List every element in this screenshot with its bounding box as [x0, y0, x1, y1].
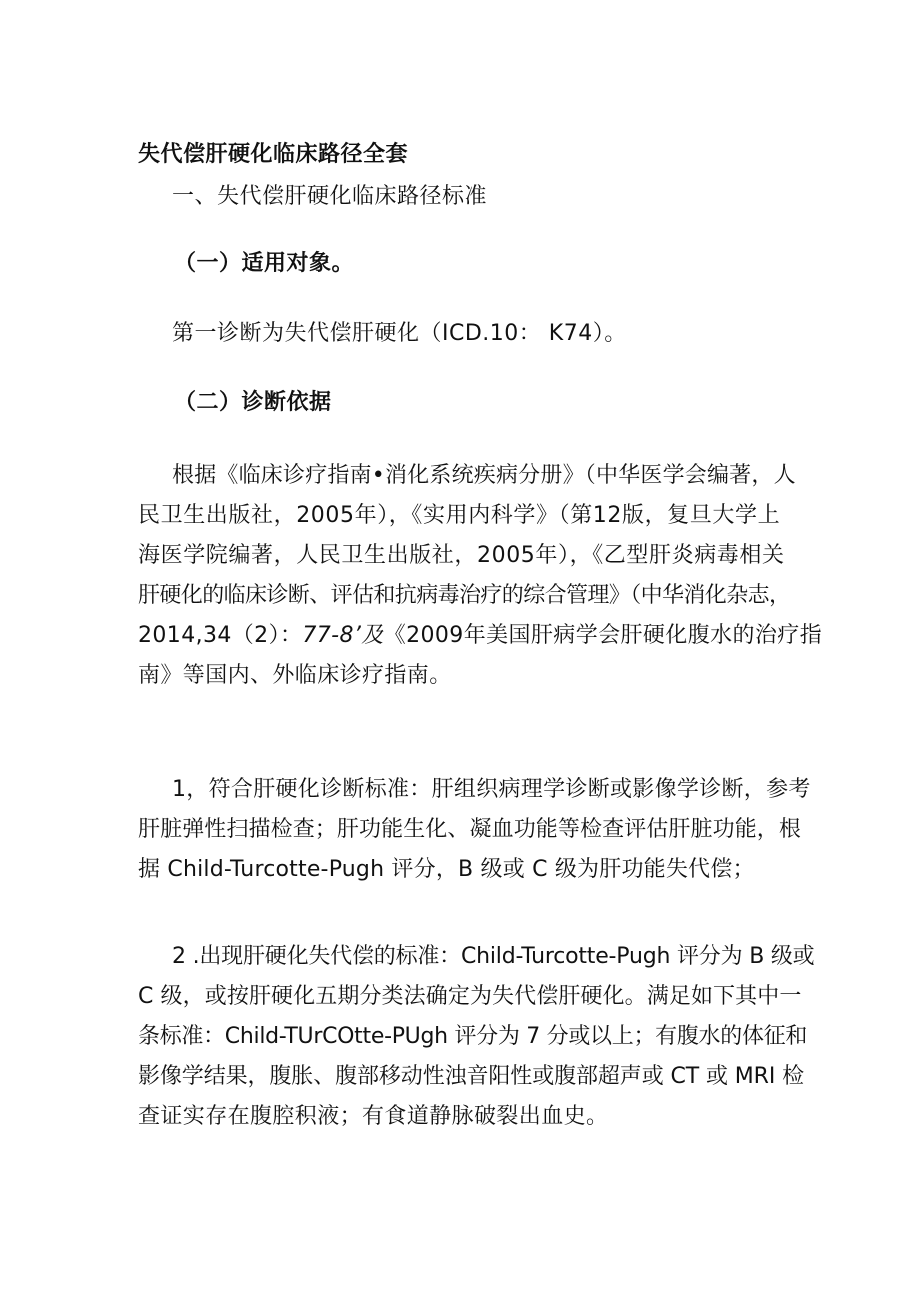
- paragraph-line: 1，符合肝硬化诊断标准：肝组织病理学诊断或影像学诊断，参考: [172, 777, 811, 802]
- paragraph-line: 影像学结果，腹胀、腹部移动性浊音阳性或腹部超声或 CT 或 MRI 检: [138, 1064, 805, 1089]
- subsection-heading-applicable: （一）适用对象。: [174, 251, 355, 276]
- citation-pages: 77-8’及: [302, 623, 384, 648]
- section-heading: 一、失代偿肝硬化临床路径标准: [172, 184, 488, 209]
- criteria-item-1: [138, 770, 811, 890]
- paragraph-line: 海医学院编著，人民卫生出版社，2005年），《乙型肝炎病毒相关: [138, 543, 785, 568]
- paragraph-line: 肝硬化的临床诊断、评估和抗病毒治疗的综合管理》（中华消化杂志，: [138, 583, 791, 608]
- paragraph-line: 条标准：Child-TUrCOtte-PUgh 评分为 7 分或以上；有腹水的体征和: [138, 1024, 808, 1049]
- paragraph-line: 2 .出现肝硬化失代偿的标准：Child-Turcotte-Pugh 评分为 B 级或: [172, 944, 815, 969]
- paragraph-line: [138, 616, 823, 656]
- document-title: 失代偿肝硬化临床路径全套: [138, 142, 409, 167]
- paragraph-line: 根据《临床诊疗指南•消化系统疾病分册》（中华医学会编著，人: [172, 463, 796, 488]
- applicable-object-text: 第一诊断为失代偿肝硬化（ICD.10： K74）。: [172, 321, 627, 346]
- paragraph-line: 据 Child-Turcotte-Pugh 评分，B 级或 C 级为肝功能失代偿；: [138, 857, 755, 882]
- diagnosis-basis-paragraph: [138, 456, 823, 696]
- paragraph-line: 查证实存在腹腔积液；有食道静脉破裂出血史。: [138, 1104, 609, 1129]
- paragraph-line: 南》等国内、外临床诊疗指南。: [138, 663, 452, 688]
- paragraph-line: C 级，或按肝硬化五期分类法确定为失代偿肝硬化。满足如下其中一: [138, 984, 802, 1009]
- citation-guideline: 《2009年美国肝病学会肝硬化腹水的治疗指: [383, 623, 823, 648]
- subsection-heading-diagnosis: （二）诊断依据: [174, 390, 332, 415]
- paragraph-line: 民卫生出版社，2005年），《实用内科学》（第12版，复旦大学上: [138, 503, 781, 528]
- citation-volume: 2014,34（2）：: [138, 623, 303, 648]
- criteria-item-2: [138, 937, 815, 1137]
- paragraph-line: 肝脏弹性扫描检查；肝功能生化、凝血功能等检查评估肝脏功能，根: [138, 817, 802, 842]
